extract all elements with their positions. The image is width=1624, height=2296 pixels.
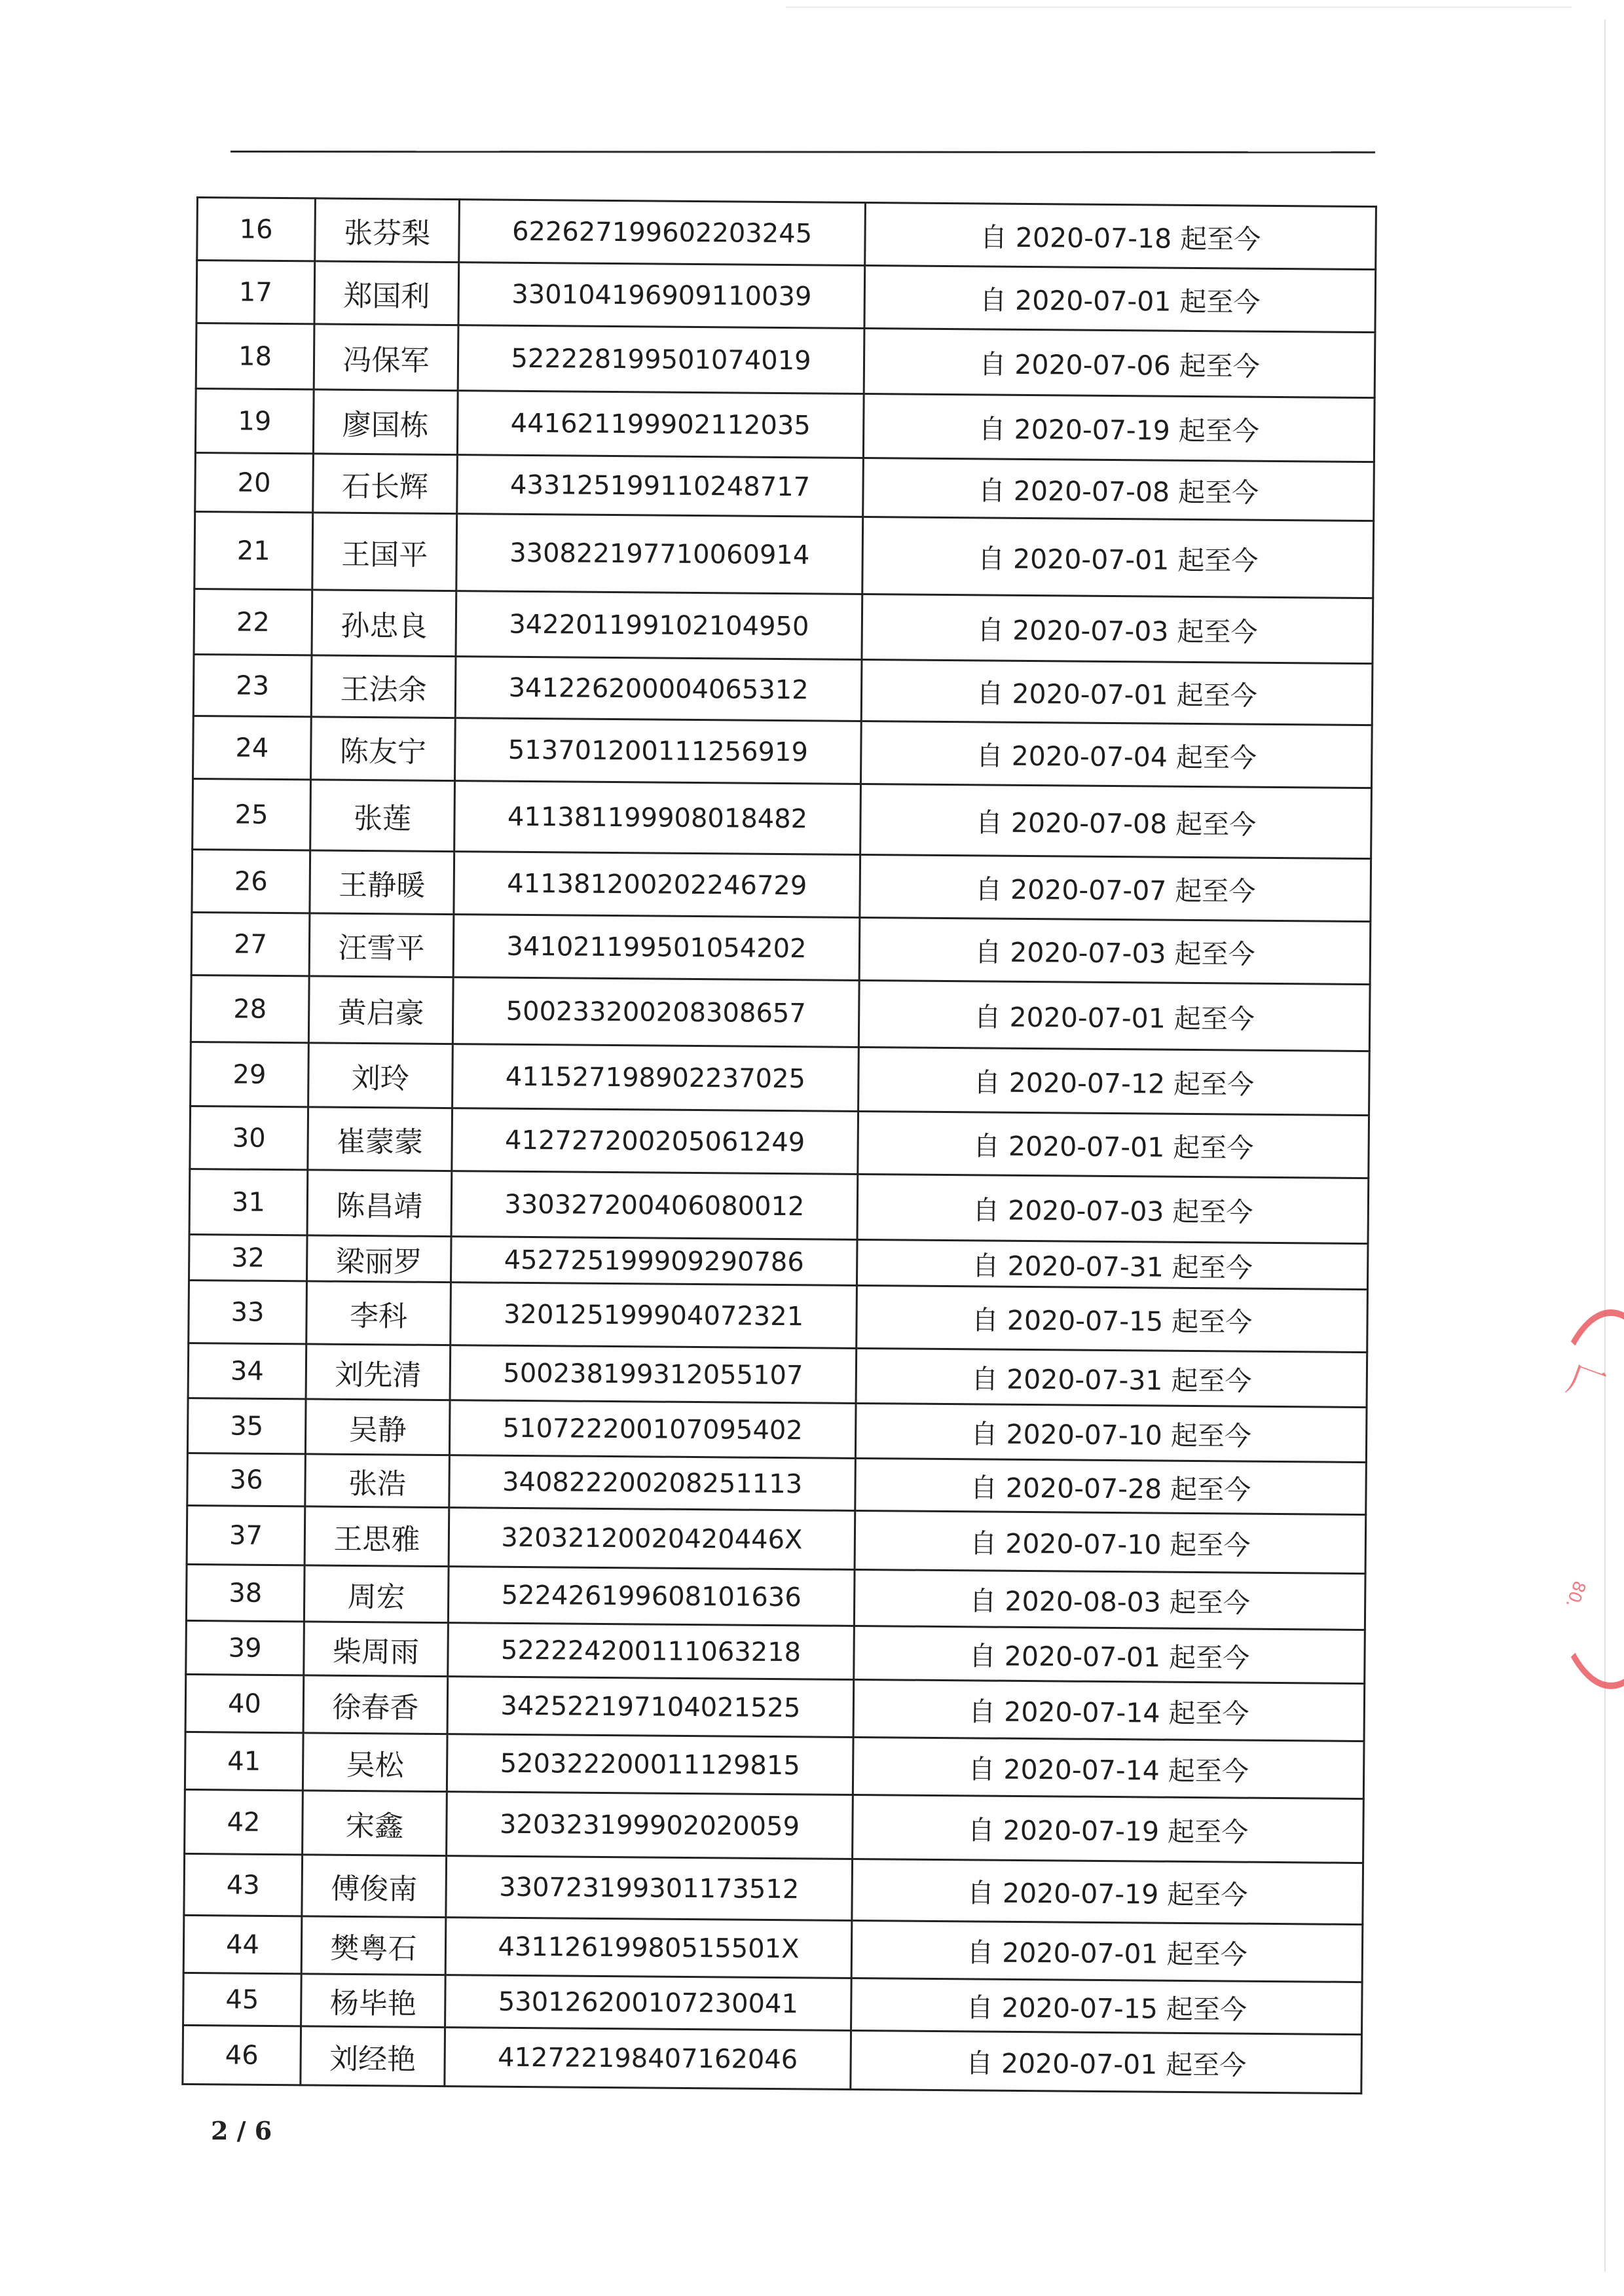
row-number: 35 [187, 1398, 306, 1453]
employee-name: 冯保军 [314, 324, 458, 391]
table-row [190, 1106, 1369, 1178]
table-row [194, 589, 1373, 663]
employment-period: 自 2020-07-31 起至今 [857, 1239, 1368, 1289]
employment-period: 自 2020-08-03 起至今 [854, 1569, 1365, 1630]
table-row [189, 1169, 1369, 1243]
row-number: 34 [188, 1343, 306, 1398]
id-number: 320323199902020059 [447, 1792, 853, 1859]
employee-name: 张浩 [305, 1454, 450, 1508]
row-number: 36 [187, 1453, 306, 1506]
employee-name: 石长辉 [313, 454, 458, 514]
employment-period: 自 2020-07-10 起至今 [855, 1510, 1366, 1573]
table-row [187, 1453, 1367, 1514]
employment-period: 自 2020-07-15 起至今 [857, 1285, 1368, 1352]
row-number: 16 [197, 198, 316, 261]
row-number: 32 [189, 1234, 307, 1281]
table-row [185, 1674, 1365, 1741]
row-number: 41 [185, 1732, 303, 1790]
employee-name: 宋鑫 [303, 1791, 447, 1856]
row-number: 27 [191, 912, 310, 975]
id-number: 411527198902237025 [452, 1044, 859, 1112]
id-number: 340822200208251113 [449, 1455, 856, 1511]
employment-period: 自 2020-07-19 起至今 [863, 394, 1375, 462]
row-number: 39 [186, 1620, 304, 1675]
id-number: 330327200406080012 [451, 1171, 858, 1240]
table-row [189, 1280, 1368, 1352]
table-row [196, 261, 1376, 333]
employee-name: 傅俊南 [302, 1855, 447, 1918]
row-number: 19 [195, 389, 314, 454]
table-row [191, 975, 1370, 1051]
employment-period: 自 2020-07-07 起至今 [860, 854, 1371, 921]
scan-artifact-top [786, 7, 1572, 8]
id-number: 412722198407162046 [445, 2028, 851, 2090]
seal-text-b: 80. [1561, 1578, 1589, 1611]
row-number: 20 [195, 452, 314, 512]
employee-name: 王国平 [312, 513, 457, 591]
id-number: 341226200004065312 [455, 657, 862, 721]
id-number: 622627199602203245 [459, 200, 866, 266]
employee-name: 陈友宁 [311, 717, 456, 781]
employee-name: 刘玲 [308, 1043, 453, 1108]
employee-name: 汪雪平 [309, 913, 454, 977]
employee-name: 郑国利 [314, 261, 459, 325]
row-number: 23 [193, 654, 312, 716]
row-number: 45 [183, 1973, 302, 2026]
table-row [188, 1343, 1367, 1407]
row-number: 29 [191, 1042, 309, 1106]
row-number: 37 [187, 1505, 305, 1565]
id-number: 522228199501074019 [458, 325, 864, 394]
employee-name: 吴静 [305, 1399, 450, 1455]
id-number: 43112619980515501X [445, 1918, 852, 1978]
employment-period: 自 2020-07-28 起至今 [855, 1458, 1367, 1514]
id-number: 433125199110248717 [457, 455, 864, 517]
employee-table [181, 196, 1377, 2094]
employment-period: 自 2020-07-01 起至今 [858, 980, 1370, 1051]
id-number: 520322200011129815 [447, 1734, 853, 1795]
row-number: 30 [190, 1106, 308, 1169]
employment-period: 自 2020-07-12 起至今 [858, 1047, 1370, 1115]
employment-period: 自 2020-07-01 起至今 [864, 266, 1376, 333]
page-number: 2 / 6 [211, 2116, 272, 2145]
row-number: 21 [194, 511, 313, 589]
table-row [187, 1398, 1367, 1462]
id-number: 452725199909290786 [451, 1237, 857, 1286]
employee-name: 黄启豪 [308, 976, 453, 1044]
table-row [184, 1853, 1363, 1924]
row-number: 31 [189, 1169, 308, 1235]
id-number: 441621199902112035 [457, 391, 864, 458]
row-number: 42 [185, 1789, 303, 1854]
employment-period: 自 2020-07-18 起至今 [865, 203, 1376, 270]
employee-name: 王法余 [311, 655, 456, 718]
employee-name: 张芬梨 [315, 198, 460, 263]
table-row [183, 1973, 1363, 2034]
employee-name: 王静暖 [310, 850, 454, 915]
employee-name: 刘先清 [306, 1344, 451, 1400]
employee-name: 孙忠良 [312, 590, 456, 657]
employment-period: 自 2020-07-01 起至今 [854, 1626, 1365, 1683]
table-row [185, 1732, 1364, 1798]
employment-period: 自 2020-07-03 起至今 [857, 1174, 1369, 1243]
id-number: 330822197710060914 [456, 514, 863, 594]
table-row [194, 511, 1374, 598]
id-number: 510722200107095402 [449, 1400, 856, 1459]
row-number: 17 [196, 261, 315, 324]
employment-period: 自 2020-07-15 起至今 [851, 1978, 1363, 2034]
employment-period: 自 2020-07-19 起至今 [852, 1859, 1363, 1924]
id-number: 32032120020420446X [449, 1508, 855, 1570]
table-row [192, 849, 1371, 921]
id-number: 500238199312055107 [450, 1345, 857, 1404]
id-number: 522224200111063218 [448, 1623, 855, 1680]
employee-name: 吴松 [303, 1733, 447, 1792]
employee-name: 梁丽罗 [306, 1235, 451, 1283]
header-rule [231, 151, 1375, 153]
row-number: 46 [183, 2025, 301, 2085]
employee-name: 徐春香 [303, 1675, 448, 1734]
employee-name: 廖国栋 [313, 390, 458, 455]
table-row [196, 323, 1375, 398]
employment-period: 自 2020-07-31 起至今 [856, 1348, 1367, 1407]
id-number: 500233200208308657 [452, 977, 859, 1048]
employment-period: 自 2020-07-03 起至今 [862, 594, 1373, 664]
table-row [191, 1042, 1370, 1115]
employee-name: 周宏 [304, 1565, 449, 1623]
table-row [185, 1789, 1364, 1863]
table-row [183, 1915, 1363, 1982]
table-row [193, 716, 1373, 788]
table-row [191, 912, 1371, 984]
employment-period: 自 2020-07-04 起至今 [860, 721, 1372, 788]
employee-name: 王思雅 [304, 1506, 449, 1567]
employment-period: 自 2020-07-06 起至今 [864, 329, 1375, 398]
scan-artifact-edge [1604, 20, 1606, 2272]
table-row [186, 1564, 1365, 1630]
id-number: 341021199501054202 [453, 915, 860, 981]
employment-period: 自 2020-07-08 起至今 [860, 784, 1372, 858]
row-number: 26 [192, 849, 310, 913]
table-row [186, 1620, 1365, 1683]
employee-table-body [183, 198, 1376, 2094]
row-number: 43 [184, 1853, 303, 1916]
table-row [193, 778, 1372, 858]
employee-table-wrapper [181, 196, 1375, 2094]
employment-period: 自 2020-07-19 起至今 [853, 1795, 1364, 1863]
row-number: 28 [191, 975, 309, 1042]
row-number: 24 [193, 716, 312, 779]
id-number: 513701200111256919 [455, 718, 862, 784]
table-row [183, 2025, 1362, 2093]
employment-period: 自 2020-07-01 起至今 [851, 2030, 1362, 2093]
id-number: 412727200205061249 [452, 1108, 858, 1175]
employee-name: 张莲 [310, 780, 455, 852]
id-number: 330104196909110039 [458, 263, 865, 329]
employment-period: 自 2020-07-14 起至今 [853, 1679, 1365, 1741]
row-number: 22 [194, 589, 312, 655]
seal-text-a: 厂 [1561, 1358, 1610, 1411]
table-row [197, 198, 1376, 270]
row-number: 18 [196, 323, 314, 390]
employee-name: 柴周雨 [304, 1622, 449, 1677]
employment-period: 自 2020-07-08 起至今 [863, 458, 1375, 521]
employment-period: 自 2020-07-01 起至今 [862, 517, 1374, 598]
employee-name: 崔蒙蒙 [308, 1107, 452, 1171]
employee-name: 樊粤石 [301, 1916, 446, 1975]
id-number: 342201199102104950 [456, 591, 862, 660]
employment-period: 自 2020-07-01 起至今 [861, 660, 1373, 725]
table-row [195, 452, 1375, 520]
table-row [193, 654, 1373, 725]
row-number: 40 [185, 1674, 304, 1732]
row-number: 38 [186, 1564, 304, 1621]
id-number: 411381200202246729 [454, 852, 860, 918]
id-number: 330723199301173512 [446, 1856, 853, 1921]
id-number: 411381199908018482 [454, 781, 861, 855]
employee-name: 杨毕艳 [301, 1974, 446, 2028]
table-row [187, 1505, 1366, 1573]
id-number: 342522197104021525 [447, 1677, 854, 1738]
id-number: 522426199608101636 [448, 1567, 855, 1626]
employee-name: 陈昌靖 [307, 1170, 452, 1237]
id-number: 320125199904072321 [451, 1283, 857, 1349]
employment-period: 自 2020-07-01 起至今 [851, 1920, 1363, 1982]
id-number: 530126200107230041 [445, 1975, 852, 2031]
table-row [195, 389, 1375, 462]
employment-period: 自 2020-07-03 起至今 [859, 917, 1371, 984]
row-number: 44 [183, 1915, 302, 1973]
employee-name: 李科 [306, 1281, 451, 1345]
employee-name: 刘经艳 [301, 2026, 445, 2086]
row-number: 25 [193, 778, 311, 850]
employment-period: 自 2020-07-14 起至今 [853, 1737, 1364, 1798]
row-number: 33 [189, 1280, 307, 1343]
employment-period: 自 2020-07-01 起至今 [858, 1111, 1369, 1178]
employment-period: 自 2020-07-10 起至今 [855, 1403, 1367, 1462]
